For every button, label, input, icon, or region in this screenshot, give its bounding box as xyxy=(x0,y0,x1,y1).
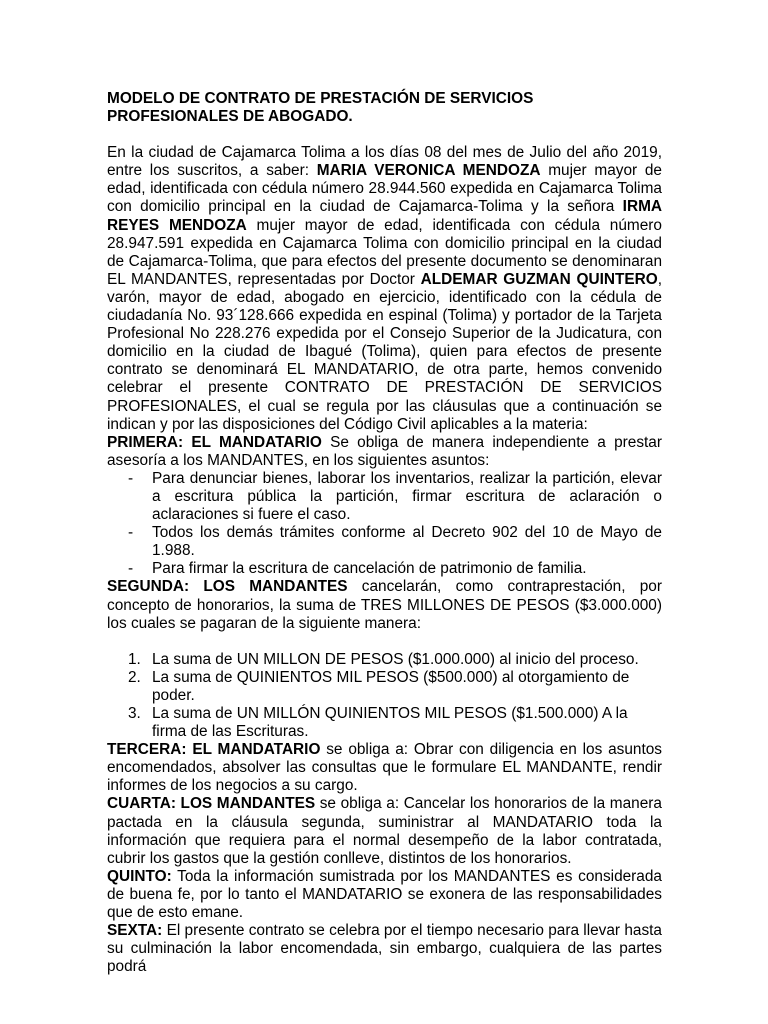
intro-text-3: mujer mayor de edad, identificada con cédula número 28.947.591 expedida en Cajamarca Tolima con domicilio principal en la ciudad de Cajamarca-Tolima, que para efectos del presente documento se denominaran EL MANDANTES, representadas por Doctor xyxy=(107,216,662,288)
party-name-1: MARIA VERONICA MENDOZA xyxy=(316,162,541,180)
item-text: La suma de UN MILLÓN QUINIENTOS MIL PESOS ($1.500.000) A la firma de las Escrituras. xyxy=(152,705,628,741)
intro-text-2: mujer mayor de edad, identificada con cédula número 28.944.560 expedida en Cajamarca Tolima con domicilio principal en la ciudad de Cajamarca-Tolima y la señora xyxy=(107,162,662,216)
clause-quinto-label: QUINTO: xyxy=(107,867,172,885)
clause-primera-text: Se obliga de manera independiente a prestar asesoría a los MANDANTES, en los siguientes asuntos: xyxy=(107,433,662,469)
party-name-2: IRMA REYES MENDOZA xyxy=(107,198,662,234)
lawyer-name: ALDEMAR GUZMAN QUINTERO xyxy=(420,270,658,288)
clause-quinto xyxy=(107,868,662,922)
clause-primera-label: PRIMERA: EL MANDATARIO xyxy=(107,433,322,451)
list-item xyxy=(128,705,662,741)
clause-tercera-text: se obliga a: Obrar con diligencia en los asuntos encomendados, absolver las consultas que le formulare EL MANDANTE, rendir informes de los negocios a su cargo. xyxy=(107,741,662,795)
list-item: - Para firmar la escritura de cancelación de patrimonio de familia. xyxy=(152,560,662,578)
clause-tercera xyxy=(107,741,662,795)
intro-paragraph xyxy=(107,144,662,434)
clause-segunda xyxy=(107,578,662,632)
payment-list xyxy=(107,651,662,741)
document-title: MODELO DE CONTRATO DE PRESTACIÓN DE SERVICIOS PROFESIONALES DE ABOGADO. xyxy=(107,90,534,126)
list-item: - Todos los demás trámites conforme al Decreto 902 del 10 de Mayo de 1.988. xyxy=(152,524,662,560)
spacer xyxy=(107,633,662,651)
clause-tercera-label: TERCERA: EL MANDATARIO xyxy=(107,741,321,759)
item-number: 1. xyxy=(128,650,141,668)
item-text: La suma de UN MILLON DE PESOS ($1.000.000) al inicio del proceso. xyxy=(152,650,639,668)
primera-list xyxy=(107,470,662,579)
intro-text-4: , varón, mayor de edad, abogado en ejercicio, identificado con la cédula de ciudadanía No. 93´128.666 expedida en espinal (Tolima) y portador de la Tarjeta Profesional No 228.276 expedida por el Consejo Superior de la Judicatura, con domicilio en la ciudad de Ibagué (Tolima), quien para efectos de presente contrato se denominará EL MANDATARIO, de otra parte, hemos convenido celebrar el presente CONTRATO DE PRESTACIÓN DE SERVICIOS PROFESIONALES, el cual se regula por las cláusulas que a continuación se indican y por las disposiciones del Código Civil aplicables a la materia: xyxy=(107,270,662,433)
clause-cuarta-text: se obliga a: Cancelar los honorarios de la manera pactada en la cláusula segunda, suministrar al MANDATARIO toda la información que requiera para el normal desempeño de la labor contratada, cubrir los gastos que la gestión conlleve, distintos de los honorarios. xyxy=(107,795,662,867)
item-number: 2. xyxy=(128,668,141,686)
clause-cuarta-label: CUARTA: LOS MANDANTES xyxy=(107,795,316,813)
clause-segunda-label: SEGUNDA: LOS MANDANTES xyxy=(107,578,348,596)
clause-primera xyxy=(107,434,662,470)
clause-cuarta xyxy=(107,795,662,867)
clause-quinto-text: Toda la información sumistrada por los MANDANTES es considerada de buena fe, por lo tanto el MANDATARIO se exonera de las responsabilidades que de esto emane. xyxy=(107,867,662,922)
clause-sexta-text: El presente contrato se celebra por el tiempo necesario para llevar hasta su culminación la labor encomendada, sin embargo, cualquiera de las partes podrá xyxy=(107,922,662,976)
intro-text-1: En la ciudad de Cajamarca Tolima a los días 08 del mes de Julio del año 2019, entre los suscritos, a saber: xyxy=(107,144,662,180)
list-item xyxy=(128,650,662,669)
item-text: La suma de QUINIENTOS MIL PESOS ($500.000) al otorgamiento de poder. xyxy=(152,668,630,704)
clause-sexta-label: SEXTA: xyxy=(107,922,163,940)
list-item xyxy=(128,668,662,705)
list-item: - Para denunciar bienes, laborar los inventarios, realizar la partición, elevar a escritura pública la partición, firmar escritura de aclaración o aclaraciones si fuere el caso. xyxy=(152,470,662,524)
clause-sexta xyxy=(107,922,662,976)
clause-segunda-text: cancelarán, como contraprestación, por concepto de honorarios, la suma de TRES MILLONES DE PESOS ($3.000.000) los cuales se pagaran de la siguiente manera: xyxy=(107,578,662,632)
item-number: 3. xyxy=(128,705,141,722)
